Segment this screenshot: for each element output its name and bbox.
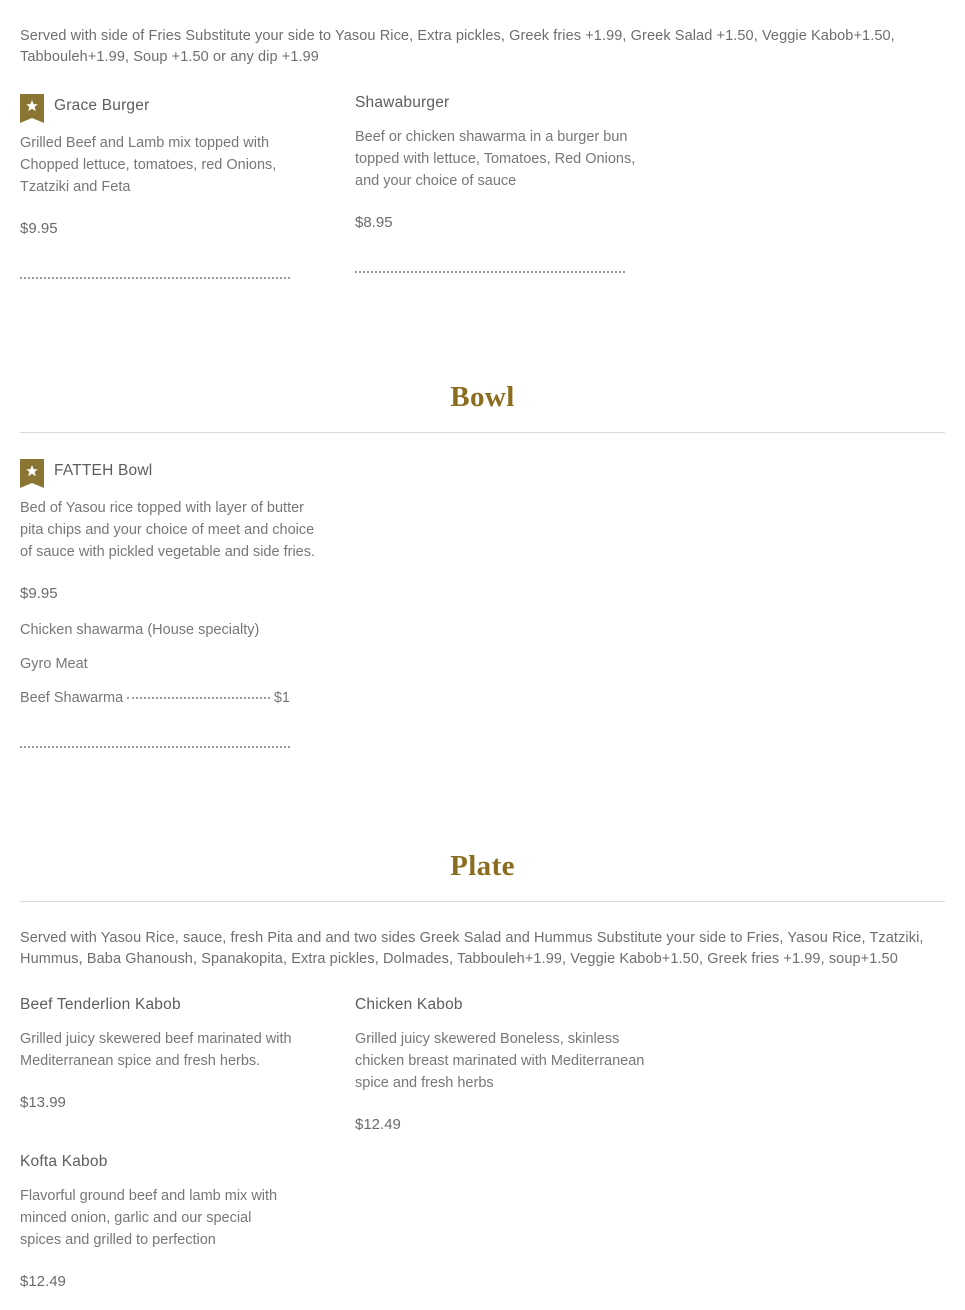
burger-items-grid — [20, 94, 945, 279]
menu-item-price: $9.95 — [20, 220, 58, 237]
dotted-divider — [20, 277, 290, 279]
menu-item — [355, 94, 690, 279]
star-icon — [20, 459, 44, 483]
menu-item — [20, 1153, 295, 1310]
section-rule — [20, 901, 945, 902]
menu-item — [20, 996, 355, 1153]
menu-item-description: Grilled juicy skewered Boneless, skinless chicken breast marinated with Mediterranean spice and fresh herbs — [355, 1031, 645, 1091]
menu-item-option — [20, 690, 290, 706]
dot-leader — [127, 697, 270, 699]
menu-item-description: Flavorful ground beef and lamb mix with minced onion, garlic and our special spices and grilled to perfection — [20, 1188, 278, 1248]
bowl-section — [20, 381, 945, 748]
menu-item-name: Chicken Kabob — [355, 996, 463, 1013]
menu-item-price: $12.49 — [20, 1273, 66, 1290]
menu-item-header — [20, 459, 320, 483]
menu-page — [0, 26, 965, 1310]
menu-item-name: Shawaburger — [355, 94, 450, 111]
menu-item-header — [20, 94, 320, 118]
dotted-divider — [355, 271, 625, 273]
menu-item-price: $12.49 — [355, 1116, 401, 1133]
menu-item-price: $13.99 — [20, 1094, 66, 1111]
section-title-plate: Plate — [450, 850, 515, 882]
menu-item-option: Gyro Meat — [20, 656, 88, 672]
menu-item-name: Grace Burger — [54, 97, 150, 114]
plate-served-note: Served with Yasou Rice, sauce, fresh Pita and and two sides Greek Salad and Hummus Substitute your side to Fries, Yasou Rice, Tzatziki, Hummus, Baba Ghanoush, Spanakopita, Extra pickles, Dolmades, Tabbouleh+1.99, Veggie Kabob+1.50, Greek fries +1.99, soup+1.50 — [20, 930, 924, 967]
menu-item — [355, 996, 690, 1153]
section-title-bowl: Bowl — [450, 381, 515, 413]
bowl-items-grid — [20, 459, 945, 748]
menu-item-header — [20, 1153, 295, 1171]
menu-item-header — [355, 996, 655, 1014]
menu-item-name: Kofta Kabob — [20, 1153, 108, 1170]
plate-section — [20, 850, 945, 1310]
plate-items-grid — [20, 996, 945, 1310]
dotted-divider — [20, 746, 290, 748]
menu-item-price: $9.95 — [20, 585, 58, 602]
star-icon — [20, 94, 44, 118]
menu-item-name: Beef Tenderlion Kabob — [20, 996, 181, 1013]
menu-item-description: Beef or chicken shawarma in a burger bun topped with lettuce, Tomatoes, Red Onions, and your choice of sauce — [355, 129, 636, 189]
menu-item-header — [355, 94, 655, 112]
menu-item-option-price: $1 — [273, 690, 290, 706]
menu-item-name: FATTEH Bowl — [54, 462, 153, 479]
menu-item-option-label: Beef Shawarma — [20, 690, 124, 706]
section-rule — [20, 432, 945, 433]
menu-item-description: Grilled Beef and Lamb mix topped with Chopped lettuce, tomatoes, red Onions, Tzatziki and Feta — [20, 135, 277, 195]
menu-item-price: $8.95 — [355, 214, 393, 231]
menu-item-description: Bed of Yasou rice topped with layer of butter pita chips and your choice of meet and choice of sauce with pickled vegetable and side fries. — [20, 500, 316, 560]
menu-item — [20, 94, 355, 279]
menu-item-description: Grilled juicy skewered beef marinated with Mediterranean spice and fresh herbs. — [20, 1031, 292, 1069]
menu-item — [20, 459, 355, 748]
menu-item-option: Chicken shawarma (House specialty) — [20, 622, 260, 638]
burger-served-note: Served with side of Fries Substitute your side to Yasou Rice, Extra pickles, Greek fries +1.99, Greek Salad +1.50, Veggie Kabob+1.50, Tabbouleh+1.99, Soup +1.50 or any dip +1.99 — [20, 28, 895, 65]
menu-item-header — [20, 996, 320, 1014]
